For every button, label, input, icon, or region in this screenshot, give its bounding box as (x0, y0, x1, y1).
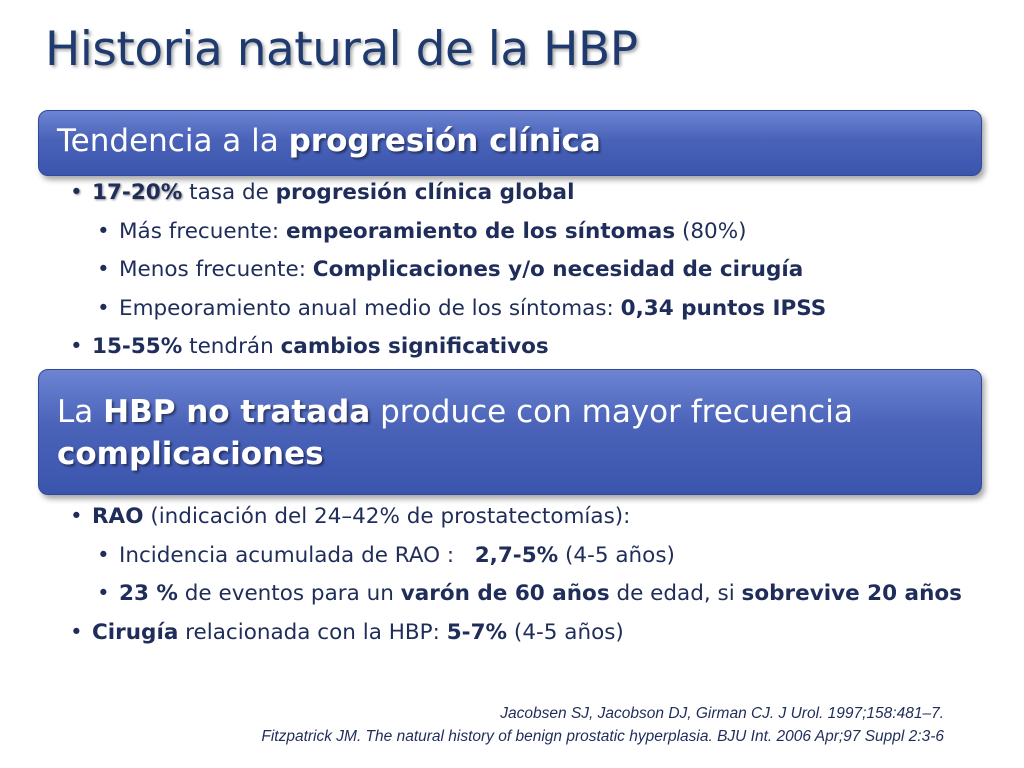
bullet: • (70, 180, 83, 205)
progression-list (0, 179, 1024, 372)
list-item (0, 256, 1024, 295)
banner-text: Tendencia a la (57, 123, 289, 159)
bold-text: 2,7-5% (474, 542, 559, 568)
bullet: • (97, 295, 110, 321)
bold-text: cambios significativos (280, 334, 549, 359)
banner-bold-text: HBP no tratada (103, 394, 371, 430)
text: relacionada con la HBP: (178, 619, 447, 645)
bold-text: 0,34 puntos IPSS (620, 295, 827, 321)
bullet: • (97, 218, 110, 244)
text: tendrán (182, 334, 281, 359)
bold-text: Complicaciones y/o necesidad de cirugía (312, 257, 804, 282)
list-item (0, 218, 1024, 257)
list-item (0, 179, 1024, 218)
bold-text: 15-55% (92, 334, 183, 359)
bullet: • (70, 619, 83, 645)
list-item (0, 503, 1024, 542)
banner-untreated-complications (38, 369, 982, 495)
banner-clinical-progression (38, 110, 982, 176)
bold-text: varón de 60 años (400, 581, 610, 606)
bullet: • (97, 257, 110, 282)
list-item (0, 619, 1024, 658)
bold-text: 5-7% (446, 619, 508, 645)
references (261, 702, 944, 748)
banner-bold-text: progresión clínica (288, 123, 601, 159)
reference-line: Fitzpatrick JM. The natural history of benign prostatic hyperplasia. BJU Int. 2006 Apr;97 Suppl 2:3-6 (261, 728, 944, 745)
text: tasa de (182, 180, 276, 205)
bullet: • (70, 334, 83, 359)
bold-text: sobrevive 20 años (741, 581, 962, 606)
text: de eventos para un (177, 581, 401, 606)
bold-text: 17-20% (92, 180, 183, 205)
list-item (0, 295, 1024, 334)
list-item (0, 542, 1024, 581)
banner-text: produce con mayor frecuencia (370, 394, 853, 430)
bold-text: progresión clínica global (275, 180, 575, 205)
text: de edad, si (609, 581, 742, 606)
text: (4-5 años) (507, 619, 624, 645)
text: Menos frecuente: (119, 257, 313, 282)
text: (4-5 años) (558, 542, 675, 568)
bold-text: 23 % (119, 581, 178, 606)
bullet: • (97, 581, 110, 606)
bullet: • (97, 542, 110, 568)
text: Más frecuente: (119, 218, 286, 244)
slide-title: Historia natural de la HBP (45, 22, 638, 77)
text: (80%) (675, 218, 747, 244)
bold-text: RAO (92, 504, 144, 529)
banner-bold-text: complicaciones (57, 436, 324, 472)
bold-text: empeoramiento de los síntomas (285, 218, 676, 244)
list-item (0, 333, 1024, 372)
list-item (0, 580, 1024, 619)
text: (indicación del 24–42% de prostatectomías): (143, 504, 631, 529)
text: Incidencia acumulada de RAO : (119, 542, 475, 568)
banner-text: La (57, 394, 104, 430)
reference-line: Jacobsen SJ, Jacobson DJ, Girman CJ. J Urol. 1997;158:481–7. (500, 705, 944, 722)
complications-list (0, 503, 1024, 657)
text: Empeoramiento anual medio de los síntomas: (119, 295, 621, 321)
bullet: • (70, 504, 83, 529)
bold-text: Cirugía (92, 619, 179, 645)
